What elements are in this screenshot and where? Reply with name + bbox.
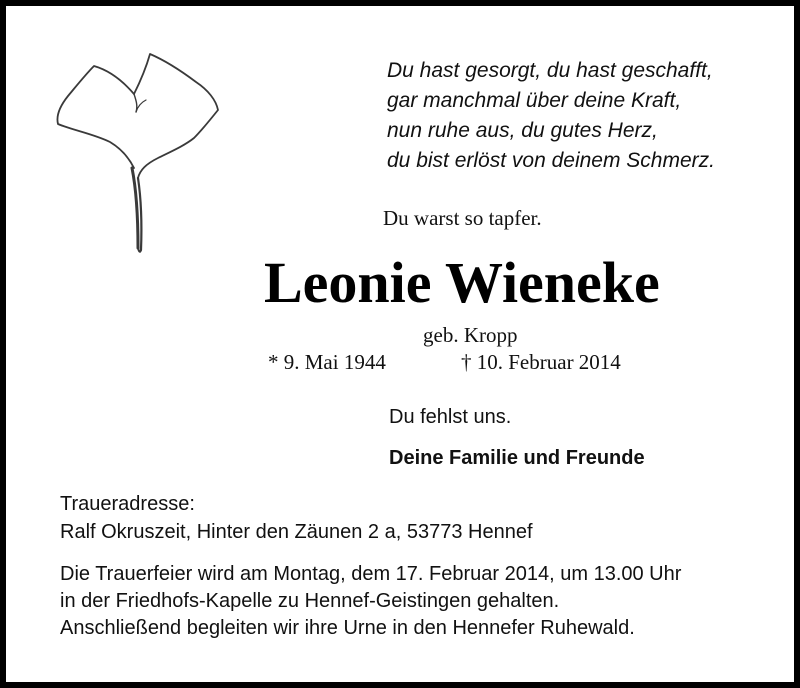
poem-line: nun ruhe aus, du gutes Herz,: [387, 119, 658, 142]
address-label: Traueradresse:: [60, 493, 195, 515]
signature: Deine Familie und Freunde: [389, 447, 645, 469]
poem-line: du bist erlöst von deinem Schmerz.: [387, 149, 715, 172]
poem-line: Du hast gesorgt, du hast geschafft,: [387, 59, 713, 82]
poem-line: gar manchmal über deine Kraft,: [387, 89, 682, 112]
maiden-name: geb. Kropp: [423, 323, 518, 347]
address-line: Ralf Okruszeit, Hinter den Zäunen 2 a, 53773 Hennef: [60, 521, 533, 543]
death-date: † 10. Februar 2014: [461, 350, 621, 374]
poem: [387, 56, 715, 176]
closing-message: Du fehlst uns.: [389, 406, 512, 428]
tribute-line: Du warst so tapfer.: [383, 206, 542, 230]
birth-date: * 9. Mai 1944: [268, 350, 386, 374]
ceremony-details: [60, 561, 681, 642]
deceased-name: Leonie Wieneke: [264, 250, 660, 315]
ceremony-line: Anschließend begleiten wir ihre Urne in den Hennefer Ruhewald.: [60, 617, 635, 639]
ceremony-line: Die Trauerfeier wird am Montag, dem 17. Februar 2014, um 13.00 Uhr: [60, 563, 682, 585]
mourning-address: [60, 490, 533, 546]
ginkgo-leaf-icon: [46, 48, 246, 268]
ceremony-line: in der Friedhofs-Kapelle zu Hennef-Geistingen gehalten.: [60, 590, 560, 612]
